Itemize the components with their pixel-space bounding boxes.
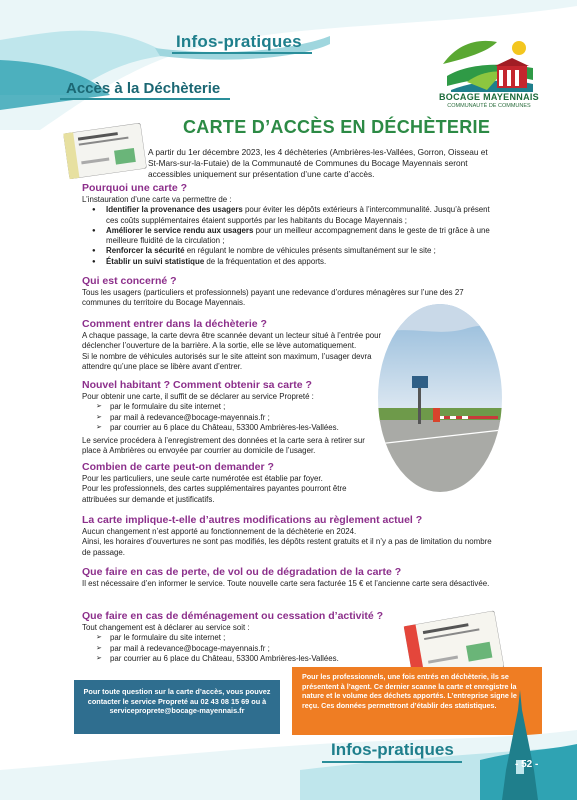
contact-email: serviceproprete@bocage-mayennais.fr <box>109 706 245 715</box>
list-item: ➢ par mail à redevance@bocage-mayennais.fr ; <box>96 644 412 654</box>
section-heading: Que faire en cas de perte, de vol ou de dégradation de la carte ? <box>82 566 402 578</box>
section-heading: Combien de carte peut-on demander ? <box>82 461 274 473</box>
section-lead: Tout changement est à déclarer au service soit : <box>82 623 250 632</box>
header-underline <box>172 52 312 54</box>
page-title: CARTE D’ACCÈS EN DÉCHÈTERIE <box>183 117 491 137</box>
list-item: ● Établir un suivi statistique de la fréquentation et des apports. <box>92 257 492 267</box>
section-move <box>82 610 412 664</box>
access-card-image <box>63 123 147 179</box>
section-text: Tous les usagers (particuliers et professionnels) payant une redevance d’ordures ménagères sur l’une des 27 communes du territoire du Bocage Mayennais. <box>82 288 464 308</box>
list-item: ➢ par mail à redevance@bocage-mayennais.fr ; <box>96 413 382 423</box>
church-spire-icon <box>492 690 548 800</box>
section-heading: Nouvel habitant ? Comment obtenir sa carte ? <box>82 379 312 391</box>
section-lead: L’instauration d’une carte va permettre de : <box>82 195 232 204</box>
why-list <box>82 205 492 267</box>
footer-section-title: Infos-pratiques <box>331 740 454 759</box>
section-text: Le service procédera à l’enregistrement des données et la carte sera à retirer sur place à Ambrières ou envoyée par courrier au domicile de l’usager. <box>82 436 365 456</box>
bocage-mayennais-logo <box>437 34 537 124</box>
section-enter <box>82 318 382 372</box>
section-heading: Qui est concerné ? <box>82 275 177 287</box>
footer-wave-decoration <box>0 700 577 800</box>
contact-line: contacter le service Propreté au 02 43 08 15 69 ou à <box>87 696 267 706</box>
header-section-title: Infos-pratiques <box>176 32 302 51</box>
newcomer-list <box>82 402 382 433</box>
subsection-underline <box>60 98 230 100</box>
footer-underline <box>322 761 462 763</box>
section-text: Aucun changement n’est apporté au fonctionnement de la déchèterie en 2024. <box>82 527 357 536</box>
section-heading: Que faire en cas de déménagement ou cessation d’activité ? <box>82 610 384 622</box>
subsection-title: Accès à la Déchèterie <box>66 80 221 97</box>
section-rules <box>82 514 497 558</box>
section-howmany <box>82 461 382 505</box>
section-text: A chaque passage, la carte devra être scannée devant un lecteur situé à l’entrée pour déclencher l’ouverture de la barrière. A la sortie, elle se lève automatiquement. <box>82 331 382 351</box>
section-heading: La carte implique-t-elle d’autres modifications au règlement actuel ? <box>82 514 423 526</box>
contact-line: Pour toute question sur la carte d’accès, vous pouvez <box>83 687 271 696</box>
section-heading: Pourquoi une carte ? <box>82 182 188 194</box>
professionals-info-box: Pour les professionnels, une fois entrés en déchèterie, ils se présentent à l’agent. Ce dernier scanne la carte et enregistre la nature et le volume des déchets apportés. L’entreprise signe le reçu. Ces données permettront d’établir des statistiques. <box>292 667 542 735</box>
logo-name: BOCAGE MAYENNAIS <box>439 92 539 102</box>
section-text: Ainsi, les horaires d’ouvertures ne sont pas modifiés, les dépôts restent gratuits et il n’y a pas de limitation du nombre de passage. <box>82 537 492 557</box>
list-item: ● Renforcer la sécurité en régulant le nombre de véhicules présents simultanément sur le site ; <box>92 246 492 256</box>
list-item: ● Identifier la provenance des usagers pour éviter les dépôts extérieurs à l’intercommunalité. Jusqu’à présent ces coûts supplémentaires étaient supportés par les habitants du Bocage Mayennais ; <box>92 205 492 226</box>
list-item: ➢ par courrier au 6 place du Château, 53300 Ambrières-les-Vallées. <box>96 654 412 664</box>
section-text: Il est nécessaire d’en informer le service. Toute nouvelle carte sera facturée 15 € et l’ancienne carte sera désactivée. <box>82 579 490 588</box>
section-newcomer <box>82 379 382 457</box>
list-item: ➢ par le formulaire du site internet ; <box>96 633 412 643</box>
section-loss <box>82 566 497 589</box>
section-who <box>82 275 492 309</box>
section-text: Pour les professionnels, des cartes supplémentaires payantes pourront être attribuées sur demande et justificatifs. <box>82 484 347 504</box>
section-lead: Pour obtenir une carte, il suffit de se déclarer au service Propreté : <box>82 392 314 401</box>
logo-subtitle: COMMUNAUTÉ DE COMMUNES <box>447 103 531 109</box>
list-item: ● Améliorer le service rendu aux usagers pour un meilleur accompagnement dans le geste de tri grâce à une meilleure fluidité de la circulation ; <box>92 226 492 247</box>
move-list <box>82 633 412 664</box>
list-item: ➢ par le formulaire du site internet ; <box>96 402 382 412</box>
section-text: Si le nombre de véhicules autorisés sur le site atteint son maximum, l’usager devra attendre qu’une place se libère avant d’entrer. <box>82 351 372 371</box>
section-why <box>82 182 492 267</box>
dechetterie-entrance-photo <box>378 304 502 492</box>
intro-paragraph: A partir du 1er décembre 2023, les 4 déchèteries (Ambrières-les-Vallées, Gorron, Oisseau et St-Mars-sur-la-Futaie) de la Communauté de Communes du Bocage Mayennais seront accessibles uniquement sur présentation d’une carte d’accès. <box>148 147 488 179</box>
section-text: Pour les particuliers, une seule carte numérotée est établie par foyer. <box>82 474 323 483</box>
section-heading: Comment entrer dans la déchèterie ? <box>82 318 267 330</box>
list-item: ➢ par courrier au 6 place du Château, 53300 Ambrières-les-Vallées. <box>96 423 382 433</box>
page-number: - 52 - <box>515 759 539 770</box>
